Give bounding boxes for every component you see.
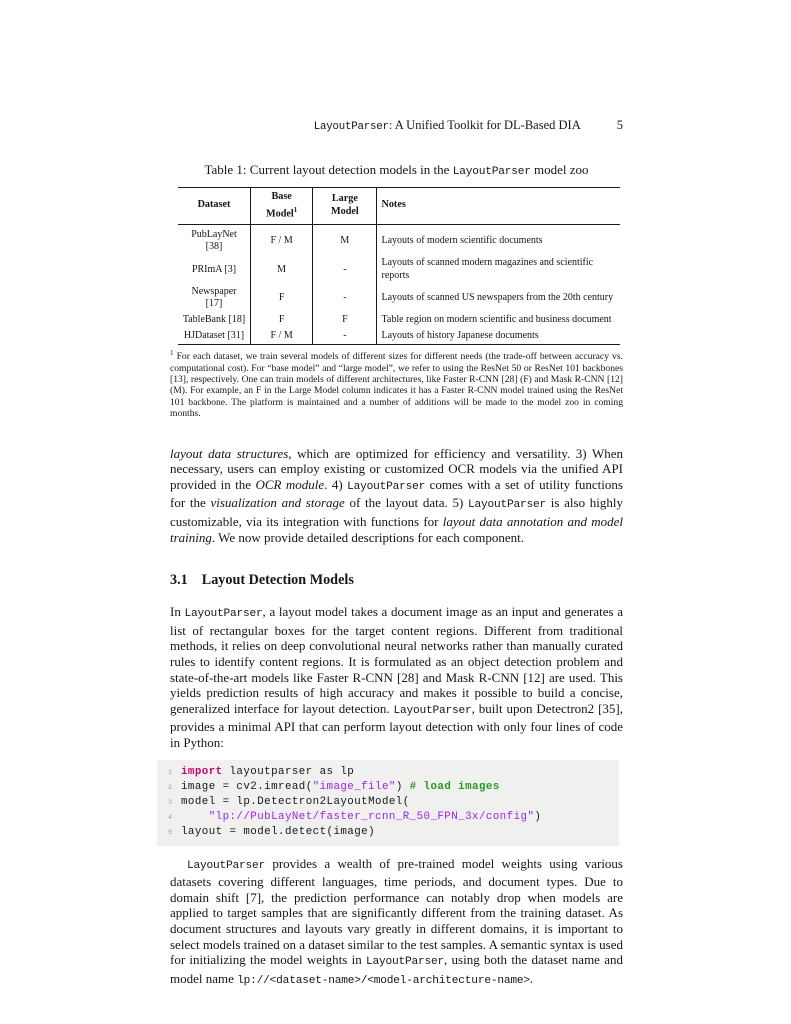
text-column — [170, 118, 623, 989]
cell-base-model: F — [250, 284, 312, 312]
cell-base-model: M — [250, 256, 312, 284]
table-row — [178, 284, 620, 312]
code-line — [162, 825, 614, 840]
code-line-number: 4 — [168, 813, 172, 821]
cell-dataset: PubLayNet [38] — [178, 224, 250, 255]
running-header — [170, 118, 623, 133]
section-number: 3.1 — [170, 572, 188, 589]
footnote-marker: 1 — [170, 349, 174, 358]
column-header-large-model: Large Model — [313, 188, 377, 225]
code-line — [162, 795, 614, 810]
code-line-text: "lp://PubLayNet/faster_rcnn_R_50_FPN_3x/config") — [208, 810, 542, 823]
code-line — [162, 765, 614, 780]
page-number: 5 — [616, 118, 623, 132]
cell-large-model: - — [313, 256, 377, 284]
cell-notes: Layouts of scanned US newspapers from the 20th century — [381, 291, 614, 303]
table-row — [178, 224, 620, 255]
section-title: Layout Detection Models — [201, 572, 354, 589]
section-heading — [170, 572, 623, 589]
python-code-block — [157, 760, 619, 846]
code-line-text: layout = model.detect(image) — [181, 825, 376, 838]
code-line-number: 2 — [168, 783, 172, 791]
running-header-title: LayoutParser: A Unified Toolkit for DL-Based DIA — [313, 118, 581, 133]
table-row — [178, 328, 620, 344]
code-line-number: 1 — [168, 768, 172, 776]
model-zoo-table — [178, 187, 620, 345]
footnote-text: For each dataset, we train several models of different sizes for different needs (the trade-off between accuracy vs. computational cost). For “base model” and “large model”, we refer to using the ResNet 50 or ResNet 101 backbones [13], respectively. One can train models of different architectures, like Faster R-CNN [28] (F) and Mask R-CNN [12] (M). For example, an F in the Large Model column indicates it has a Faster R-CNN model trained using the ResNet 101 backbone. The platform is maintained and a number of additions will be made to the model zoo in coming months. — [170, 351, 623, 420]
code-line-number: 3 — [168, 798, 172, 806]
code-line-text: model = lp.Detectron2LayoutModel( — [181, 795, 410, 808]
cell-dataset: HJDataset [31] — [178, 328, 250, 344]
cell-large-model: - — [313, 328, 377, 344]
table-header-row — [178, 188, 620, 225]
column-header-dataset: Dataset — [178, 188, 250, 225]
table-row — [178, 256, 620, 284]
cell-notes: Layouts of scanned modern magazines and scientific reports — [381, 257, 594, 281]
cell-dataset: Newspaper [17] — [178, 284, 250, 312]
cell-large-model: - — [313, 284, 377, 312]
cell-large-model: F — [313, 312, 377, 328]
column-header-base-model: Base Model$^1$ — [250, 188, 312, 225]
cell-notes: Table region on modern scientific and business document — [381, 314, 612, 326]
paragraph-layout-detection-intro: In LayoutParser, a layout model takes a document image as an input and generates a list of rectangular boxes for the target content regions. Different from traditional methods, it relies on deep convolutional neural networks rather than manually curated rules to identify content regions. It is formulated as an object detection problem and state-of-the-art models like Faster R-CNN [28] and Mask R-CNN [12] are used. This yields prediction results of high accuracy and makes it possible to build a concise, generalized interface for layout detection. LayoutParser, built upon Detectron2 [35], provides a minimal API that can perform layout detection with only four lines of code in Python: — [170, 604, 623, 751]
table-footnote — [170, 348, 623, 420]
cell-notes: Layouts of history Japanese documents — [381, 329, 539, 341]
code-line — [162, 810, 614, 825]
code-line-number: 5 — [168, 828, 172, 836]
column-header-notes: Notes — [377, 188, 620, 225]
cell-dataset: PRImA [3] — [178, 256, 250, 284]
cell-base-model: F / M — [250, 328, 312, 344]
table-row — [178, 312, 620, 328]
cell-notes: Layouts of modern scientific documents — [381, 235, 543, 247]
table-caption: Table 1: Current layout detection models in the LayoutParser model zoo — [204, 162, 589, 178]
code-line-text: image = cv2.imread("image_file") # load images — [181, 780, 500, 793]
paragraph-model-weights: LayoutParser provides a wealth of pre-trained model weights using various datasets covering different languages, time periods, and document types. Due to domain shift [7], the prediction performance can notably drop when models are applied to target samples that are significantly different from the training dataset. As document structures and layouts vary greatly in different domains, it is important to select models trained on a dataset similar to the test samples. A semantic syntax is used for initializing the model weights in LayoutParser, using both the dataset name and model name lp://<dataset-name>/<model-architecture-name>. — [170, 855, 623, 987]
footnote-ref-superscript: 1 — [293, 205, 298, 214]
code-line-text: import layoutparser as lp — [181, 765, 355, 778]
cell-base-model: F / M — [250, 224, 312, 255]
code-line — [162, 780, 614, 795]
cell-base-model: F — [250, 312, 312, 328]
cell-large-model: M — [313, 224, 377, 255]
cell-dataset: TableBank [18] — [178, 312, 250, 328]
paragraph-overview-continued: layout data structures, which are optimized for efficiency and versatility. 3) When necessary, users can employ existing or customized OCR models via the unified API provided in the OCR module. 4) LayoutParser comes with a set of utility functions for the visualization and storage of the layout data. 5) LayoutParser is also highly customizable, via its integration with functions for layout data annotation and model training. We now provide detailed descriptions for each component. — [170, 445, 624, 545]
